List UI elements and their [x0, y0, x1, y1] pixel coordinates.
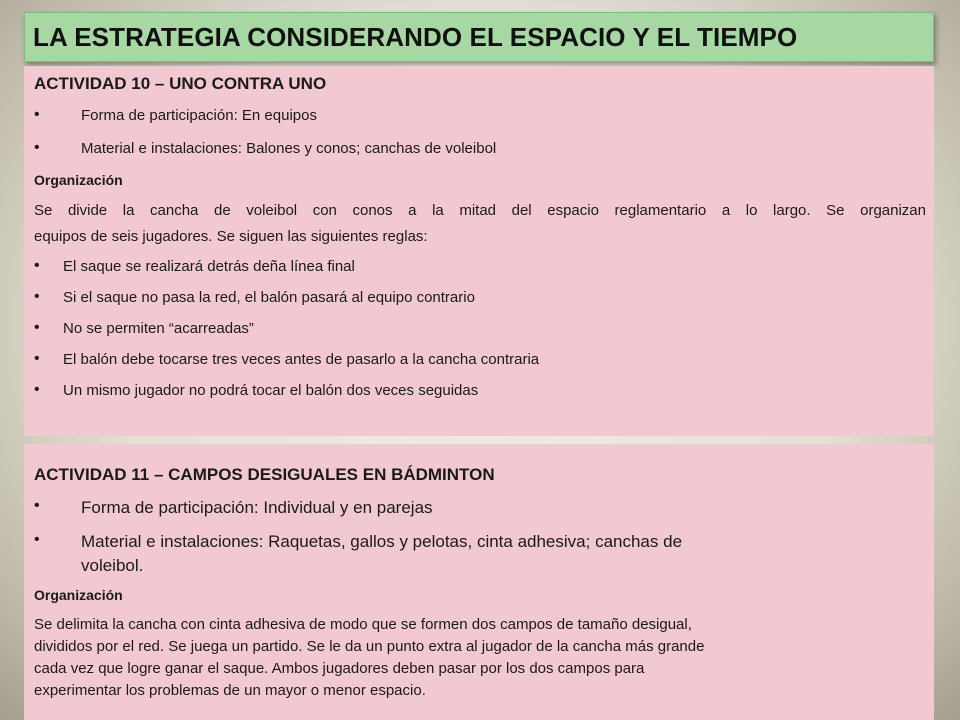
organization-paragraph-line: Se delimita la cancha con cinta adhesiva de modo que se formen dos campos de tamaño desigual,: [34, 616, 692, 633]
bullet-icon: •: [34, 531, 40, 548]
participation-item: Forma de participación: Individual y en parejas: [81, 498, 433, 517]
rule-item: El balón debe tocarse tres veces antes de pasarlo a la cancha contraria: [63, 351, 540, 368]
organization-paragraph-line: divididos por el red. Se juega un partido. Se le da un punto extra al jugador de la cancha más grande: [34, 638, 705, 655]
slide-title-bar: [24, 12, 934, 62]
organization-paragraph-line: experimentar los problemas de un mayor o menor espacio.: [34, 682, 426, 699]
rule-item: No se permiten “acarreadas”: [63, 320, 254, 337]
bullet-icon: •: [34, 139, 40, 156]
activity-11-heading: ACTIVIDAD 11 – CAMPOS DESIGUALES EN BÁDMINTON: [34, 465, 495, 484]
bullet-icon: •: [34, 497, 40, 514]
organization-paragraph-line: equipos de seis jugadores. Se siguen las siguientes reglas:: [34, 228, 428, 245]
materials-item: Material e instalaciones: Raquetas, gallos y pelotas, cinta adhesiva; canchas de: [81, 532, 683, 551]
bullet-icon: •: [34, 106, 40, 123]
bullet-icon: •: [34, 381, 40, 398]
bullet-icon: •: [34, 257, 40, 274]
organization-label: Organización: [34, 172, 123, 188]
rule-item: Si el saque no pasa la red, el balón pasará al equipo contrario: [63, 289, 475, 306]
materials-item: Material e instalaciones: Balones y conos; canchas de voleibol: [81, 140, 497, 157]
activity-10-panel: [24, 66, 934, 436]
bullet-icon: •: [34, 350, 40, 367]
materials-item-continuation: voleibol.: [81, 556, 144, 575]
slide-title: LA ESTRATEGIA CONSIDERANDO EL ESPACIO Y EL TIEMPO: [33, 22, 798, 52]
activity-11-panel: [24, 444, 934, 720]
bullet-icon: •: [34, 319, 40, 336]
bullet-icon: •: [34, 288, 40, 305]
rule-item: Un mismo jugador no podrá tocar el balón dos veces seguidas: [63, 382, 479, 399]
participation-item: Forma de participación: En equipos: [81, 107, 317, 124]
rule-item: El saque se realizará detrás deña línea final: [63, 258, 355, 275]
organization-label: Organización: [34, 587, 123, 603]
activity-10-heading: ACTIVIDAD 10 – UNO CONTRA UNO: [34, 74, 327, 93]
organization-paragraph-line: Se divide la cancha de voleibol con conos a la mitad del espacio reglamentario a lo largo. Se organizan: [34, 202, 926, 219]
organization-paragraph-line: cada vez que logre ganar el saque. Ambos jugadores deben pasar por los dos campos para: [34, 660, 645, 677]
